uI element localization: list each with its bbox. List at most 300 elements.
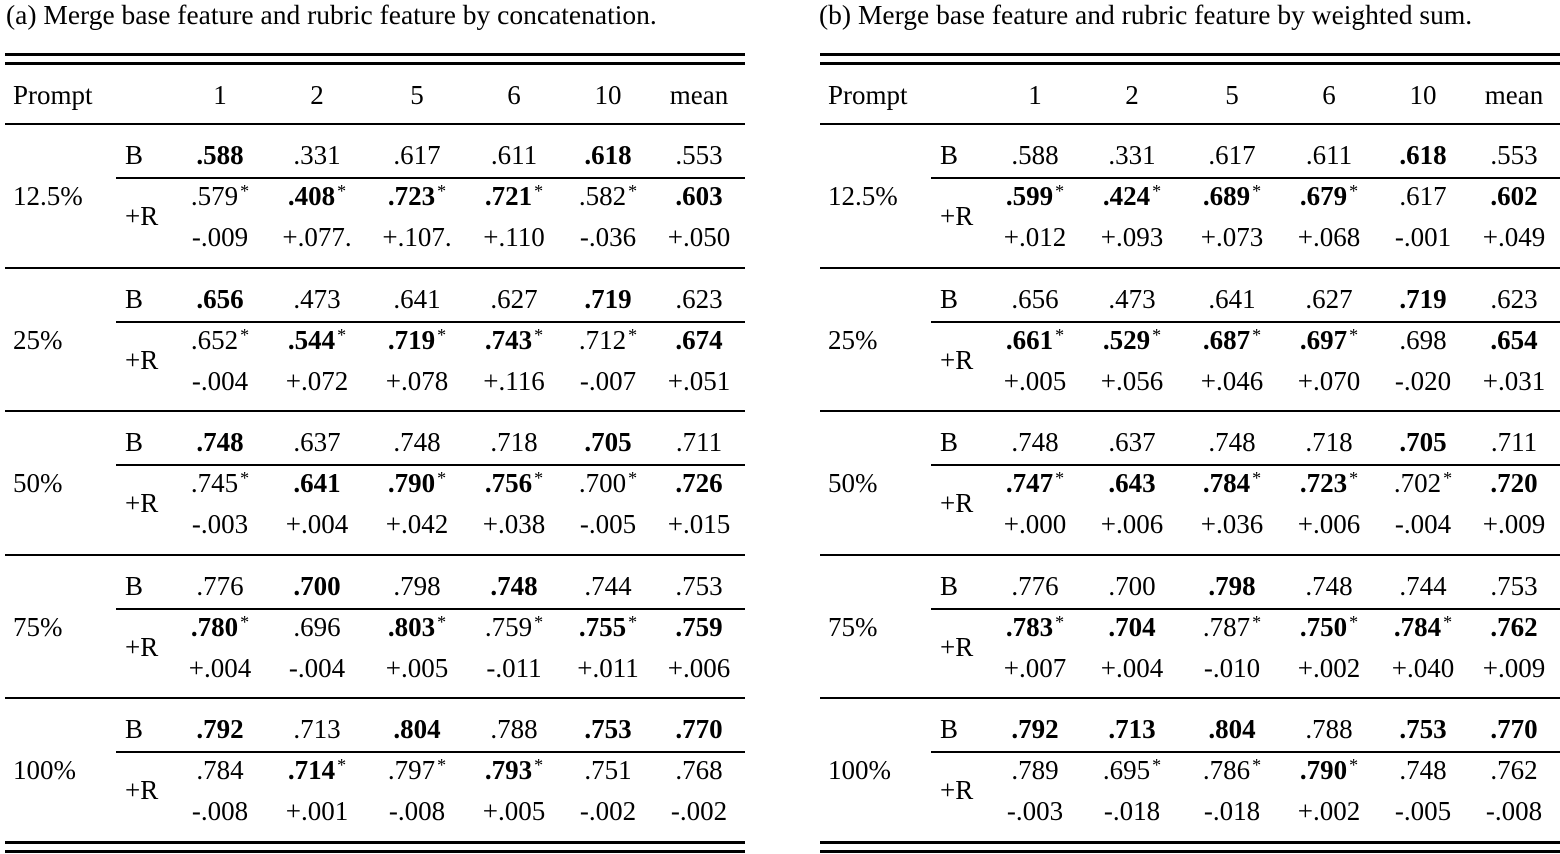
delta-cell xyxy=(1298,508,1360,540)
delta-cell-value: +.006 xyxy=(1100,509,1164,539)
rubric-score-cell-value: .641 xyxy=(293,468,341,498)
rubric-score-cell xyxy=(388,324,446,359)
base-score-cell xyxy=(490,426,537,458)
rubric-score-cell xyxy=(1300,754,1358,789)
delta-cell xyxy=(1298,221,1360,253)
row-divider xyxy=(116,177,745,179)
rubric-score-cell-value: .582 xyxy=(578,181,627,211)
column-header xyxy=(213,79,227,111)
column-header xyxy=(1410,79,1437,111)
rubric-score-cell xyxy=(579,324,637,359)
row-label-base xyxy=(940,139,958,171)
delta-cell xyxy=(580,508,636,540)
base-score-cell-value: .618 xyxy=(1399,140,1447,170)
delta-cell xyxy=(1101,365,1163,397)
column-header xyxy=(310,79,324,111)
delta-cell xyxy=(483,221,544,253)
prompt-label-value: 100% xyxy=(13,755,76,785)
base-score-cell-value: .656 xyxy=(1011,283,1059,314)
base-score-cell-value: .748 xyxy=(490,570,538,601)
base-score-cell-value: .331 xyxy=(1108,140,1156,170)
base-score-cell-value: .627 xyxy=(1305,283,1353,314)
delta-cell xyxy=(386,365,448,397)
row-label-rubric-value: +R xyxy=(940,775,974,805)
base-score-cell-value: .718 xyxy=(490,427,538,457)
delta-cell-value: +.005 xyxy=(1003,365,1067,396)
delta-cell-value: -.010 xyxy=(1203,652,1261,683)
prompt-label-value: 50% xyxy=(13,468,63,498)
rubric-score-cell xyxy=(1300,611,1358,646)
row-label-base-value: B xyxy=(940,570,959,601)
base-score-cell-value: .719 xyxy=(584,283,632,314)
rubric-score-cell xyxy=(675,467,722,499)
delta-cell xyxy=(1298,795,1360,827)
delta-cell xyxy=(1004,221,1066,253)
base-score-cell xyxy=(393,713,440,745)
rubric-score-cell xyxy=(1103,754,1161,789)
rubric-score-cell-value: .803 xyxy=(387,611,436,642)
column-header-value: mean xyxy=(669,80,729,110)
base-score-cell xyxy=(1490,283,1537,315)
significance-marker: * xyxy=(437,755,447,775)
rubric-score-cell-value: .789 xyxy=(1011,755,1059,785)
delta-cell-value: -.036 xyxy=(579,222,637,252)
base-score-cell xyxy=(1399,139,1446,171)
significance-marker: * xyxy=(1349,181,1359,201)
base-score-cell-value: .641 xyxy=(393,283,441,314)
row-divider xyxy=(931,751,1560,753)
base-score-cell-value: .713 xyxy=(1108,714,1156,744)
delta-cell-value: +.002 xyxy=(1297,796,1361,826)
significance-marker: * xyxy=(437,611,447,632)
row-label-rubric xyxy=(125,487,158,519)
base-score-cell-value: .748 xyxy=(1208,427,1256,457)
base-score-cell-value: .719 xyxy=(1399,283,1447,314)
row-label-rubric xyxy=(125,774,158,806)
prompt-label-value: 75% xyxy=(13,611,63,642)
base-score-cell xyxy=(196,283,243,315)
row-divider xyxy=(116,751,745,753)
base-score-cell xyxy=(1108,426,1155,458)
significance-marker: * xyxy=(1055,468,1065,488)
row-divider xyxy=(931,177,1560,179)
row-label-rubric-value: +R xyxy=(940,201,974,231)
significance-marker: * xyxy=(1152,755,1162,775)
significance-marker: * xyxy=(240,324,250,345)
significance-marker: * xyxy=(1349,755,1359,775)
group-rule xyxy=(5,410,745,412)
row-label-rubric xyxy=(940,200,973,232)
row-label-base xyxy=(125,139,143,171)
rubric-score-cell-value: .793 xyxy=(484,755,533,785)
bottom-rule xyxy=(5,841,745,844)
base-score-cell-value: .473 xyxy=(293,283,341,314)
delta-cell-value: +.001 xyxy=(285,796,349,826)
rubric-score-cell xyxy=(191,467,249,502)
base-score-cell xyxy=(584,426,631,458)
rubric-score-cell-value: .679 xyxy=(1299,181,1348,211)
column-header xyxy=(1225,79,1239,111)
top-rule xyxy=(820,53,1560,56)
delta-cell xyxy=(1201,508,1263,540)
significance-marker: * xyxy=(1055,181,1065,201)
rubric-score-cell-value: .544 xyxy=(287,324,336,355)
prompt-label xyxy=(828,611,878,643)
column-header-value: 6 xyxy=(507,80,521,110)
significance-marker: * xyxy=(337,181,347,201)
significance-marker: * xyxy=(628,324,638,345)
delta-cell xyxy=(192,795,248,827)
delta-cell-value: -.001 xyxy=(1394,222,1452,252)
rubric-score-cell-value: .755 xyxy=(578,611,627,642)
base-score-cell-value: .553 xyxy=(1490,140,1538,170)
delta-cell xyxy=(486,652,541,684)
delta-cell-value: -.007 xyxy=(579,365,637,396)
row-label-base-value: B xyxy=(125,283,144,314)
base-score-cell-value: .776 xyxy=(196,570,244,601)
delta-cell-value: +.012 xyxy=(1003,222,1067,252)
delta-cell xyxy=(483,365,544,397)
rubric-score-cell-value: .689 xyxy=(1202,181,1251,211)
delta-cell xyxy=(668,221,730,253)
delta-cell xyxy=(1004,365,1066,397)
delta-cell xyxy=(1483,365,1545,397)
rubric-score-cell xyxy=(675,180,722,212)
column-header-value: 1 xyxy=(213,80,227,110)
significance-marker: * xyxy=(628,468,638,488)
delta-cell xyxy=(1395,365,1451,397)
significance-marker: * xyxy=(437,468,447,488)
delta-cell-value: +.050 xyxy=(667,222,731,252)
delta-cell xyxy=(1007,795,1063,827)
base-score-cell-value: .748 xyxy=(1305,570,1353,601)
base-score-cell-value: .623 xyxy=(1490,283,1538,314)
significance-marker: * xyxy=(1252,611,1262,632)
group-rule xyxy=(820,123,1560,125)
base-score-cell-value: .705 xyxy=(1399,427,1447,457)
rubric-score-cell-value: .726 xyxy=(675,468,723,498)
delta-cell xyxy=(1204,795,1260,827)
base-score-cell-value: .770 xyxy=(675,714,723,744)
results-table xyxy=(5,53,745,854)
base-score-cell xyxy=(584,283,631,315)
rubric-score-cell-value: .603 xyxy=(675,181,723,211)
group-rule xyxy=(820,267,1560,269)
column-header xyxy=(670,79,728,111)
base-score-cell-value: .792 xyxy=(1011,714,1059,744)
delta-cell xyxy=(289,652,345,684)
delta-cell-value: -.005 xyxy=(1394,796,1452,826)
base-score-cell-value: .753 xyxy=(1490,570,1538,601)
base-score-cell xyxy=(584,139,631,171)
rubric-score-cell xyxy=(388,611,446,646)
delta-cell-value: +.015 xyxy=(667,509,731,539)
base-score-cell xyxy=(1208,139,1255,171)
rubric-score-cell xyxy=(1103,180,1161,215)
base-score-cell xyxy=(1491,426,1537,458)
row-divider xyxy=(931,464,1560,466)
delta-cell xyxy=(577,652,638,684)
base-score-cell xyxy=(1208,426,1255,458)
significance-marker: * xyxy=(1252,468,1262,488)
rubric-score-cell xyxy=(1103,324,1161,359)
base-score-cell xyxy=(393,283,440,315)
rubric-score-cell xyxy=(1300,324,1358,359)
base-score-cell xyxy=(393,570,440,602)
base-score-cell-value: .588 xyxy=(196,140,244,170)
column-header xyxy=(1028,79,1042,111)
base-score-cell-value: .753 xyxy=(1399,714,1447,744)
row-label-rubric xyxy=(940,631,973,663)
base-score-cell-value: .748 xyxy=(196,427,244,457)
column-header xyxy=(595,79,622,111)
rubric-score-cell xyxy=(191,324,249,359)
base-score-cell-value: .804 xyxy=(1208,714,1256,744)
rubric-score-cell xyxy=(1399,324,1446,356)
row-divider xyxy=(931,608,1560,610)
base-score-cell-value: .776 xyxy=(1011,570,1059,601)
prompt-label xyxy=(828,467,878,499)
significance-marker: * xyxy=(1252,181,1262,201)
column-header-value: 5 xyxy=(1225,80,1239,110)
base-score-cell-value: .705 xyxy=(584,427,632,457)
delta-cell-value: +.049 xyxy=(1482,222,1546,252)
prompt-label xyxy=(13,611,63,643)
rubric-score-cell-value: .787 xyxy=(1202,611,1251,642)
base-score-cell-value: .748 xyxy=(1011,427,1059,457)
rubric-score-cell-value: .704 xyxy=(1108,611,1156,642)
rubric-score-cell xyxy=(1203,180,1261,215)
rubric-score-cell xyxy=(579,611,637,646)
rubric-score-cell-value: .762 xyxy=(1490,755,1538,785)
row-label-base-value: B xyxy=(125,140,144,170)
delta-cell-value: +.070 xyxy=(1297,365,1361,396)
rubric-score-cell-value: .408 xyxy=(287,181,336,211)
delta-cell-value: +.038 xyxy=(482,509,546,539)
rubric-score-cell-value: .702 xyxy=(1393,468,1442,498)
table-caption: (b) Merge base feature and rubric feature by weighted sum. xyxy=(819,0,1473,30)
rubric-score-cell-value: .654 xyxy=(1490,324,1538,355)
delta-cell xyxy=(1004,652,1066,684)
rubric-score-cell-value: .695 xyxy=(1102,755,1151,785)
row-label-base xyxy=(125,713,143,745)
rubric-score-cell-value: .745 xyxy=(190,468,239,498)
significance-marker: * xyxy=(1443,468,1453,488)
rubric-score-cell-value: .797 xyxy=(387,755,436,785)
delta-cell-value: +.078 xyxy=(385,365,449,396)
row-label-rubric xyxy=(940,487,973,519)
delta-cell xyxy=(286,508,348,540)
delta-cell xyxy=(189,652,251,684)
delta-cell-value: -.008 xyxy=(191,796,249,826)
row-label-base-value: B xyxy=(940,140,959,170)
rubric-score-cell-value: .784 xyxy=(1393,611,1442,642)
delta-cell-value: +.072 xyxy=(285,365,349,396)
rubric-score-cell-value: .759 xyxy=(675,611,723,642)
rubric-score-cell xyxy=(1006,467,1064,502)
column-header-prompt xyxy=(13,79,93,111)
row-label-base xyxy=(940,283,958,315)
delta-cell-value: +.107. xyxy=(382,222,452,252)
delta-cell-value: -.002 xyxy=(670,796,728,826)
base-score-cell xyxy=(1490,139,1537,171)
base-score-cell xyxy=(1399,570,1446,602)
rubric-score-cell xyxy=(288,754,346,789)
rubric-score-cell-value: .721 xyxy=(484,181,533,211)
group-rule xyxy=(5,267,745,269)
base-score-cell xyxy=(293,283,340,315)
row-label-rubric xyxy=(125,344,158,376)
rubric-score-cell-value: .674 xyxy=(675,324,723,355)
rubric-score-cell-value: .786 xyxy=(1202,755,1251,785)
rubric-score-cell xyxy=(1399,754,1446,786)
delta-cell xyxy=(1201,365,1263,397)
delta-cell xyxy=(580,365,636,397)
delta-cell-value: +.077. xyxy=(282,222,352,252)
rubric-score-cell-value: .783 xyxy=(1005,611,1054,642)
rubric-score-cell xyxy=(675,611,722,643)
rubric-score-cell xyxy=(1300,467,1358,502)
column-header-value: 10 xyxy=(1409,80,1437,110)
rubric-score-cell-value: .579 xyxy=(190,181,239,211)
significance-marker: * xyxy=(337,755,347,775)
base-score-cell xyxy=(675,283,722,315)
significance-marker: * xyxy=(1252,755,1262,775)
rubric-score-cell xyxy=(1108,467,1155,499)
base-score-cell xyxy=(675,139,722,171)
delta-cell-value: -.009 xyxy=(191,222,249,252)
delta-cell-value: +.116 xyxy=(483,365,545,396)
base-score-cell xyxy=(1399,283,1446,315)
delta-cell-value: +.051 xyxy=(667,365,731,396)
base-score-cell xyxy=(584,713,631,745)
base-score-cell-value: .627 xyxy=(490,283,538,314)
significance-marker: * xyxy=(437,181,447,201)
rubric-score-cell xyxy=(288,324,346,359)
significance-marker: * xyxy=(240,181,250,201)
base-score-cell xyxy=(1305,570,1352,602)
delta-cell xyxy=(1101,652,1163,684)
delta-cell xyxy=(1395,795,1451,827)
delta-cell xyxy=(1483,508,1545,540)
rubric-score-cell xyxy=(1399,180,1446,212)
base-score-cell xyxy=(1108,139,1155,171)
base-score-cell-value: .617 xyxy=(1208,140,1256,170)
delta-cell-value: +.040 xyxy=(1391,652,1455,683)
prompt-label xyxy=(13,324,63,356)
row-label-rubric-value: +R xyxy=(125,344,159,375)
delta-cell-value: -.011 xyxy=(486,652,542,683)
rubric-score-cell xyxy=(191,611,249,646)
top-rule xyxy=(5,62,745,65)
base-score-cell-value: .617 xyxy=(393,140,441,170)
column-header-value: 10 xyxy=(594,80,622,110)
rubric-score-cell xyxy=(584,754,631,786)
rubric-score-cell xyxy=(485,754,543,789)
delta-cell xyxy=(192,365,248,397)
row-label-rubric-value: +R xyxy=(125,775,159,805)
rubric-score-cell-value: .750 xyxy=(1299,611,1348,642)
rubric-score-cell-value: .743 xyxy=(484,324,533,355)
column-header-value: mean xyxy=(1484,80,1544,110)
significance-marker: * xyxy=(240,468,250,488)
row-label-base xyxy=(940,570,958,602)
row-label-base-value: B xyxy=(125,570,144,601)
base-score-cell-value: .611 xyxy=(490,140,538,170)
rubric-score-cell-value: .723 xyxy=(1299,468,1348,498)
base-score-cell xyxy=(293,139,340,171)
base-score-cell xyxy=(1490,570,1537,602)
row-label-rubric-value: +R xyxy=(125,488,159,518)
significance-marker: * xyxy=(534,755,544,775)
rubric-score-cell-value: .602 xyxy=(1490,181,1538,211)
rubric-score-cell-value: .599 xyxy=(1005,181,1054,211)
rubric-score-cell-value: .720 xyxy=(1490,468,1538,498)
delta-cell xyxy=(1395,221,1451,253)
base-score-cell-value: .718 xyxy=(1305,427,1353,457)
base-score-cell-value: .611 xyxy=(1305,140,1353,170)
significance-marker: * xyxy=(628,611,638,632)
base-score-cell xyxy=(490,713,537,745)
rubric-score-cell xyxy=(485,467,543,502)
rubric-score-cell-value: .790 xyxy=(387,468,436,498)
base-score-cell xyxy=(490,570,537,602)
delta-cell xyxy=(286,365,348,397)
delta-cell xyxy=(580,795,636,827)
delta-cell xyxy=(1298,365,1360,397)
delta-cell-value: +.006 xyxy=(667,652,731,683)
prompt-label xyxy=(828,180,898,212)
significance-marker: * xyxy=(1252,324,1262,345)
delta-cell-value: +.046 xyxy=(1200,365,1264,396)
rubric-score-cell-value: .768 xyxy=(675,755,723,785)
base-score-cell xyxy=(491,139,537,171)
base-score-cell-value: .711 xyxy=(1490,427,1538,457)
column-header xyxy=(1322,79,1336,111)
delta-cell-value: +.007 xyxy=(1003,652,1067,683)
delta-cell xyxy=(1101,221,1163,253)
rubric-score-cell-value: .784 xyxy=(196,755,244,785)
rubric-score-cell xyxy=(1300,180,1358,215)
rubric-score-cell xyxy=(1203,754,1261,789)
base-score-cell xyxy=(196,570,243,602)
row-label-base-value: B xyxy=(940,427,959,457)
delta-cell-value: -.018 xyxy=(1203,796,1261,826)
delta-cell xyxy=(580,221,636,253)
prompt-label-value: 100% xyxy=(828,755,891,785)
rubric-score-cell xyxy=(485,611,543,646)
delta-cell xyxy=(1101,508,1163,540)
row-label-rubric xyxy=(125,631,158,663)
significance-marker: * xyxy=(1152,181,1162,201)
rubric-score-cell-value: .652 xyxy=(190,324,239,355)
base-score-cell-value: .331 xyxy=(293,140,341,170)
rubric-score-cell-value: .714 xyxy=(287,755,336,785)
delta-cell xyxy=(192,221,248,253)
rubric-score-cell-value: .697 xyxy=(1299,324,1348,355)
base-score-cell xyxy=(1011,139,1058,171)
column-header-value: 1 xyxy=(1028,80,1042,110)
base-score-cell-value: .473 xyxy=(1108,283,1156,314)
column-header-value: 5 xyxy=(410,80,424,110)
rubric-score-cell xyxy=(1006,180,1064,215)
significance-marker: * xyxy=(534,611,544,632)
delta-cell xyxy=(1204,652,1260,684)
rubric-score-cell-value: .687 xyxy=(1202,324,1251,355)
base-score-cell xyxy=(1011,283,1058,315)
row-label-rubric-value: +R xyxy=(940,344,974,375)
rubric-score-cell-value: .759 xyxy=(484,611,533,642)
